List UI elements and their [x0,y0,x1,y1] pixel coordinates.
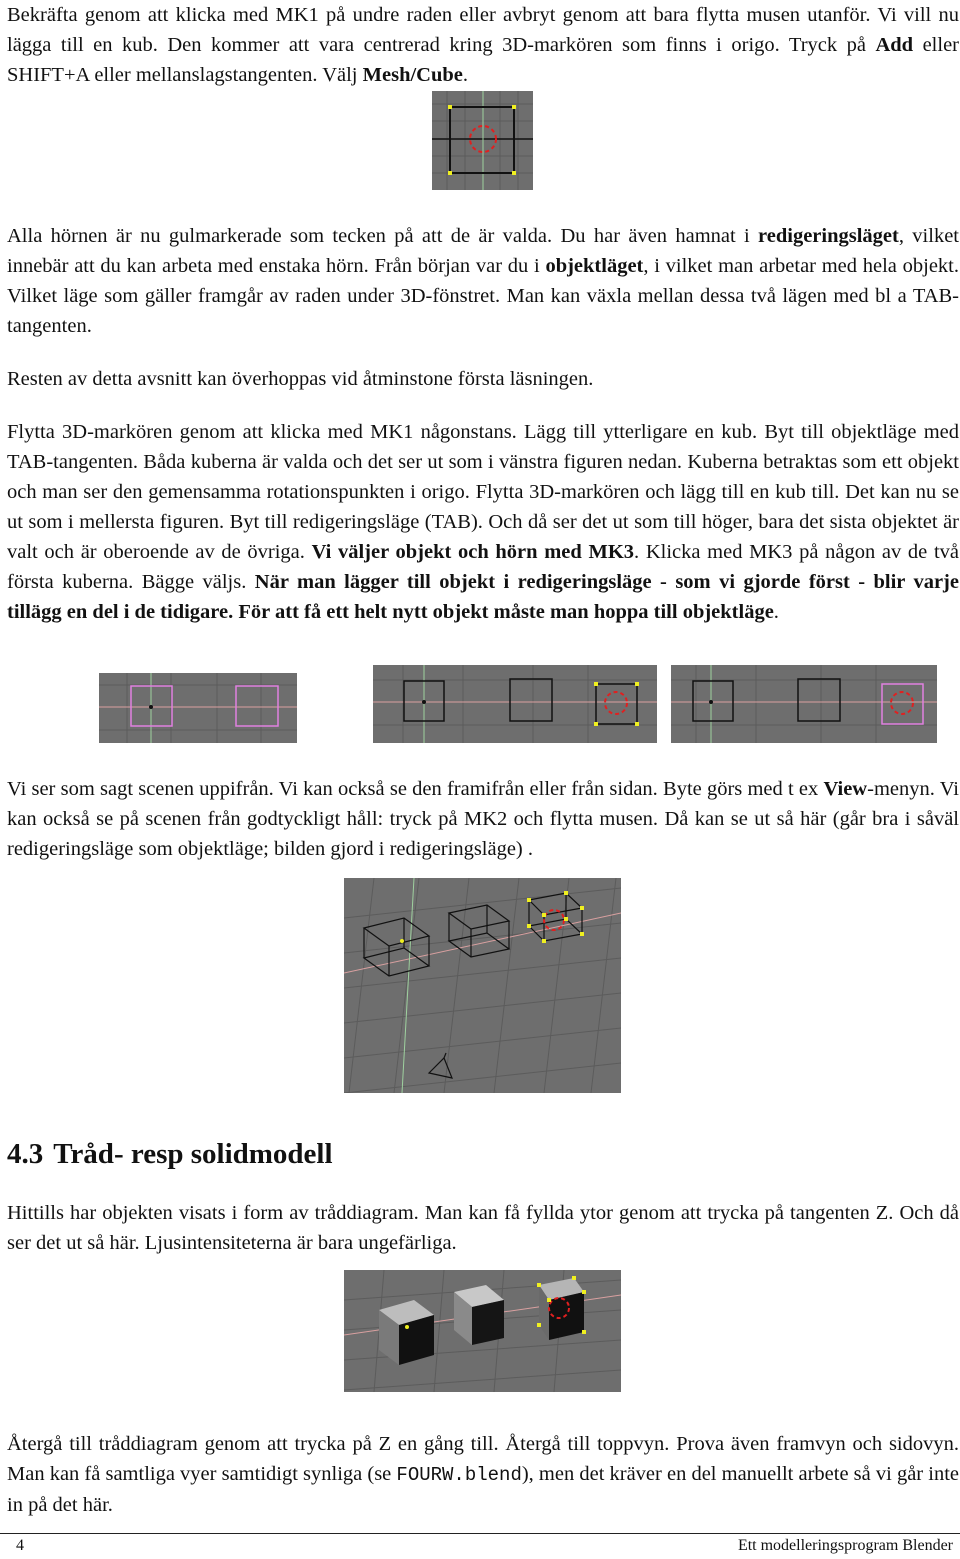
figure-two-cubes-object-mode [99,673,297,743]
paragraph-skip-note: Resten av detta avsnitt kan överhoppas vid åtminstone första läsningen. [7,368,594,390]
page-number: 4 [16,1537,24,1554]
text-run: . Klicka med MK3 på någon av de två första kuberna. Bägge väljs. [7,541,959,593]
bold-statement-mk3: Vi väljer objekt och hörn med MK3 [311,541,635,563]
bold-term-objektlaget: objektläget [545,255,644,277]
text-run: , vilket innebär att du kan arbeta med enstaka hörn. Från början var du i [7,225,959,277]
figure-three-cubes-edit-mode [671,665,937,743]
text-run: Alla hörnen är nu gulmarkerade som tecken på att de är valda. Du har även hamnat i [7,225,759,247]
bold-term-view: View [823,778,868,800]
section-number: 4.3 [7,1138,44,1170]
figure-solid-model [344,1270,621,1392]
paragraph-return-wireframe [7,1429,959,1520]
bold-term-redigeringslaget: redigeringsläget [758,225,899,247]
paragraph-move-cursor [7,417,959,627]
text-run: Återgå till tråddiagram genom att trycka på Z en gång till. Återgå till toppvyn. Prova även framvyn och sidovyn. Man kan få samtliga vyer samtidigt synliga (se [7,1433,959,1485]
text-run: eller SHIFT+A eller mellanslagstangenten. Välj [7,34,959,86]
text-run: -menyn. Vi kan också se på scenen från godtyckligt håll: tryck på MK2 och flytta musen. Då kan se ut så här (går bra i såväl redigeringsläge som objektläge; bilden gjord i redigeringsläge) . [7,778,959,860]
section-heading [7,1138,333,1171]
bold-term-mesh-cube: Mesh/Cube [362,64,463,86]
bold-statement-edit-mode-add: När man lägger till objekt i redigeringsläge - som vi gjorde först - blir varje tillägg en del i de tidigare. För att få ett helt nytt objekt måste man hoppa till objektläge [7,571,959,623]
filename-code: FOURW.blend [396,1464,522,1486]
figure-perspective-wireframe [344,878,621,1093]
paragraph-view-menu [7,774,959,864]
text-run: , i vilket man arbetar med hela objekt. Vilket läge som gäller framgår av raden under 3D-fönstret. Man kan växla mellan dessa två lägen med bl a TAB-tangenten. [7,255,959,337]
figure-single-cube-top [432,91,533,190]
section-title: Tråd- resp solidmodell [53,1138,333,1170]
footer-rule [0,1533,960,1534]
figure-three-cubes-added [373,665,657,743]
text-run: ), men det kräver en del manuellt arbete så vi går inte in på det här. [7,1463,959,1516]
running-title: Ett modelleringsprogram Blender [737,1537,953,1554]
text-run: . [773,601,779,623]
bold-term-add: Add [875,34,914,56]
text-run: Bekräfta genom att klicka med MK1 på undre raden eller avbryt genom att bara flytta musen utanför. Vi vill nu lägga till en kub. Den kommer att vara centrerad kring 3D-markören som finns i origo. Tryck på [7,4,959,56]
paragraph-solid-model: Hittills har objekten visats i form av tråddiagram. Man kan få fyllda ytor genom att trycka på tangenten Z. Och då ser det ut så här. Ljusintensiteterna är bara ungefärliga. [7,1202,959,1254]
paragraph-add-cube [7,0,959,90]
text-run: . [462,64,468,86]
text-run: Vi ser som sagt scenen uppifrån. Vi kan också se den framifrån eller från sidan. Byte görs med t ex [7,778,824,800]
text-run: Flytta 3D-markören genom att klicka med MK1 någonstans. Lägg till ytterligare en kub. Byt till objektläge med TAB-tangenten. Båda kuberna är valda och det ser ut som i vänstra figuren nedan. Kuberna betraktas som ett objekt och man ser den gemensamma rotationspunkten i origo. Flytta 3D-markören och lägg till en kub till. Det kan nu se ut som i mellersta figuren. Byt till redigeringsläge (TAB). Och då ser det ut som till höger, bara det sista objektet är valt och är oberoende av de övriga. [7,421,959,563]
paragraph-edit-mode [7,221,959,341]
